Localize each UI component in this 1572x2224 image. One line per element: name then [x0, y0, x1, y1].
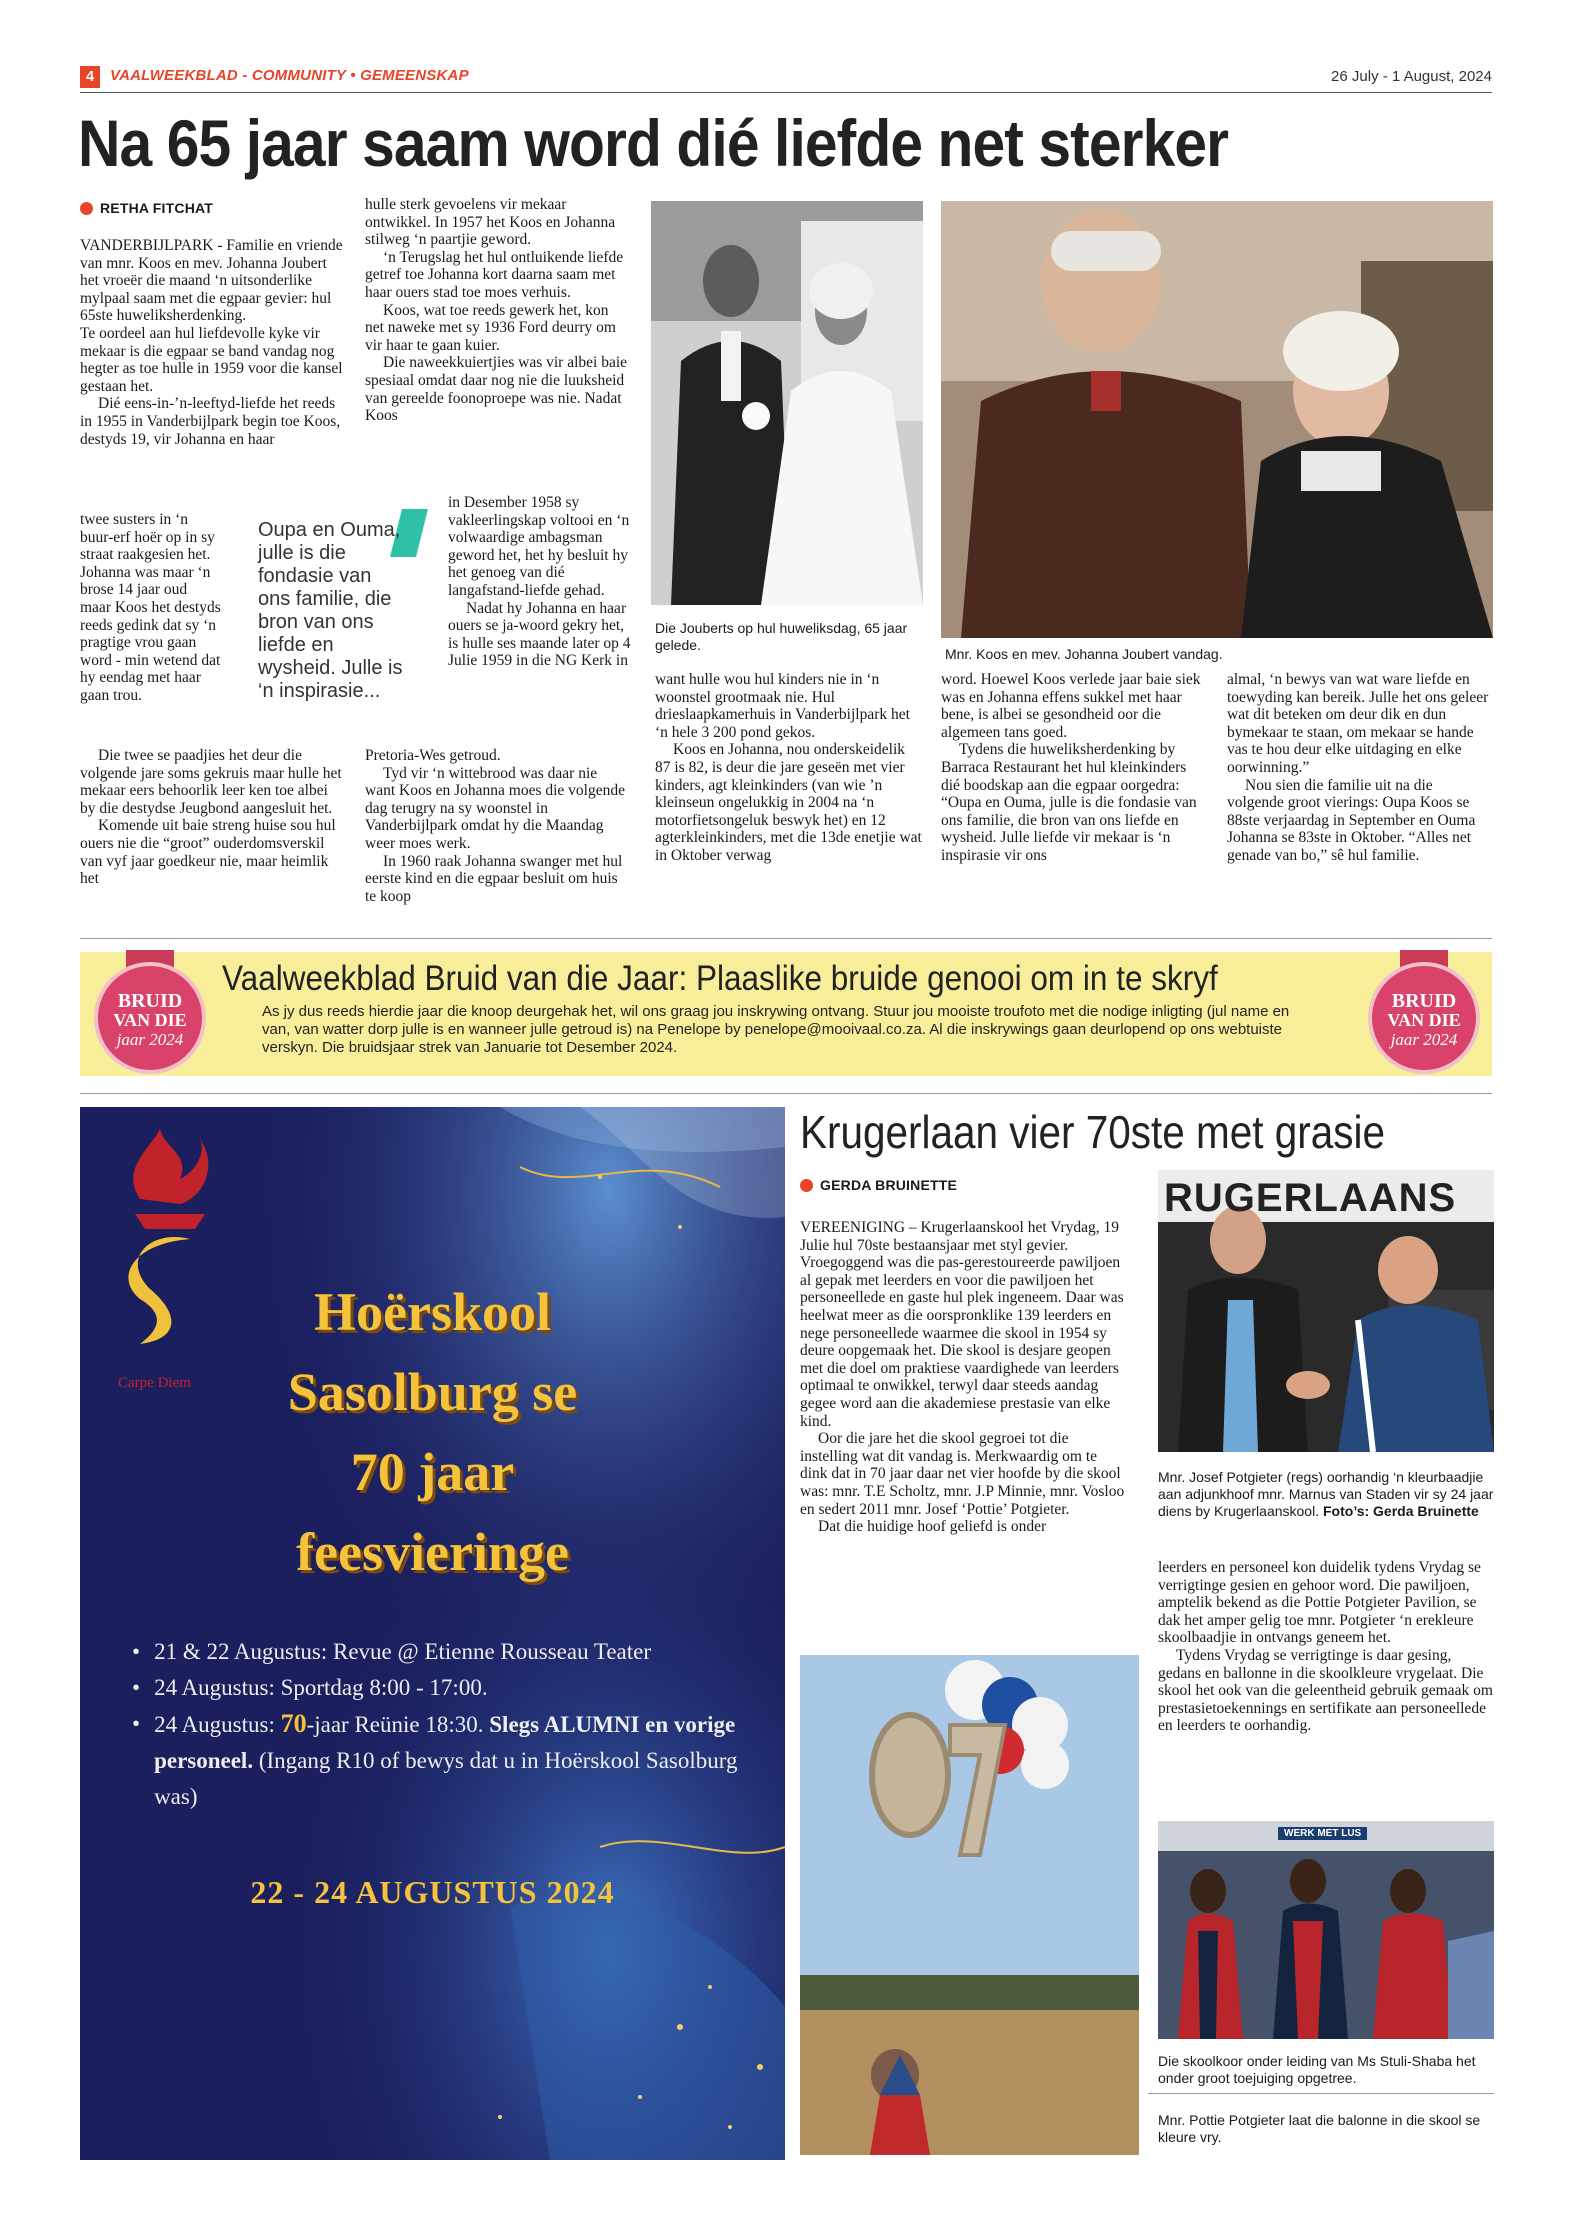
page-number: 4 [80, 66, 100, 88]
paragraph: in Desember 1958 sy vakleerlingskap voltooi en ‘n volwaardige ambagsman geword het, het hy besluit hy het genoeg van dié langafstand-liefde gehad. [448, 494, 630, 599]
issue-date: 26 July - 1 August, 2024 [1331, 68, 1492, 85]
ad-event-item: • 24 Augustus: Sportdag 8:00 - 17:00. [132, 1675, 488, 1700]
byline-dot [800, 1179, 813, 1192]
article1-column-1c [80, 747, 346, 888]
article1-column-3 [655, 671, 923, 865]
pullquote-text: Oupa en Ouma, julle is die fondasie van ons familie, die bron van ons liefde en wysheid. Julle is ‘n inspirasie... [258, 519, 403, 702]
badge-line3: jaar 2024 [1390, 1030, 1458, 1049]
article1-headline: Na 65 jaar saam word dié liefde net sterker [78, 106, 1229, 180]
paragraph: VEREENIGING – Krugerlaanskool het Vrydag, 19 Julie hul 70ste bestaansjaar met styl gevier. Vroegoggend was die pas-gerestoureerde pawiljoen al gepak met leerders en voor die pawiljoen het personeellede en gaste hul plek ingeneem. Daar was heelwat meer as die oorspronklike 139 leerders en nege personeellede waarmee die skool in 1954 sy deure oopgemaak het. Die skool is desjare geopen met die doel om praktiese vaardighede van leerders optimaal te onwikkel, terwyl daar steeds aandag gegee word aan die akademiese prestasie van elke kind. [800, 1219, 1124, 1430]
paragraph: Pretoria-Wes getroud. [365, 747, 501, 764]
banner-text: As jy dus reeds hierdie jaar die knoop deurgehak het, wil ons graag jou inskrywing ontvang. Stuur jou mooiste troufoto met die nodige inligting (jul name en van, van watter dorp julle is en wanneer julle getroud is) na Penelope by penelope@mooivaal.co.za. Al die inskrywings gaan deurlopend op ons webtuiste verskyn. Die bruidsjaar strek van Januarie tot Desember 2024. [262, 1003, 1290, 1056]
column-divider [1148, 2093, 1494, 2094]
section-divider [80, 1093, 1492, 1094]
couple-today-caption: Mnr. Koos en mev. Johanna Joubert vandag. [945, 646, 1223, 662]
balloons-photo-image [800, 1655, 1139, 2155]
masthead-rule [80, 92, 1492, 93]
byline-dot [80, 202, 93, 215]
photo-banner-text2: WERK MET LUS [1278, 1827, 1367, 1840]
masthead [80, 66, 1492, 92]
handshake-caption [1158, 1469, 1494, 1520]
paragraph: Koos en Johanna, nou onderskeidelik 87 is 82, is deur die jare geseën met vier kinders, agt kleinkinders (van wie ’n kleinseun ongelukkig in 2004 na ‘n motorfietsongeluk beswyk het) en 12 agterkleinkinders, met die 13de enetjie wat in Oktober verwag [655, 741, 922, 864]
pullquote-box [246, 507, 416, 707]
bride-banner [80, 952, 1492, 1076]
handshake-photo [1158, 1170, 1494, 1452]
ad-motto: Carpe Diem [118, 1375, 191, 1391]
paragraph: ‘n Terugslag het hul ontluikende liefde getref toe Johanna kort daarna saam met haar ouers stad toe moes verhuis. [365, 248, 624, 301]
article1-column-1 [80, 237, 346, 448]
paragraph: Komende uit baie streng huise sou hul ouers nie die “groot” ouderdomsverskil van vyf jaar goedkeur nie, maar heimlik het [80, 817, 336, 888]
choir-photo [1158, 1821, 1494, 2039]
section-label: VAALWEEKBLAD - COMMUNITY • GEMEENSKAP [110, 67, 469, 84]
ad-event-item: • 21 & 22 Augustus: Revue @ Etienne Rousseau Teater [132, 1639, 652, 1664]
balloons-caption: Mnr. Pottie Potgieter laat die balonne in die skool se kleure vry. [1158, 2112, 1481, 2145]
paragraph: Koos, wat toe reeds gewerk het, kon net naweke met sy 1936 Ford deurry om vir haar te gaan kuier. [365, 301, 616, 354]
paragraph: Te oordeel aan hul liefdevolle kyke vir mekaar is die egpaar se band vandag nog hegter as toe hulle in 1959 voor die kansel gestaan het. [80, 324, 343, 395]
paragraph: In 1960 raak Johanna swanger met hul eerste kind en die egpaar besluit om huis te koop [365, 852, 623, 905]
couple-today-photo [941, 201, 1493, 638]
paragraph: Tyd vir ‘n wittebrood was daar nie want Koos en Johanna moes die volgende dag terugry na sy woonstel in Vanderbijlpark omdat hy die Maandag weer moes werk. [365, 764, 625, 852]
paragraph: Dat die huidige hoof geliefd is onder [818, 1518, 1047, 1536]
choir-photo-image [1158, 1821, 1494, 2039]
article1-column-2b [448, 494, 631, 670]
ad-title-line4: feesvieringe [296, 1522, 569, 1582]
paragraph: word. Hoewel Koos verlede jaar baie siek was en Johanna effens sukkel met haar bene, is albei se gesondheid oor die algemeen tans goed. [941, 671, 1201, 741]
bride-badge-right [1362, 952, 1486, 1076]
badge-line2: VAN DIE [1387, 1010, 1461, 1030]
ad-alumni-note: Slegs ALUMNI en vorige personeel. [154, 1712, 736, 1773]
byline-author: GERDA BRUINETTE [820, 1177, 958, 1193]
couple-today-photo-image [941, 201, 1493, 638]
paragraph: twee susters in ‘n buur-erf hoër op in sy straat raakgesien het. Johanna was maar ‘n brose 14 jaar oud maar Koos het destyds reeds gedink dat sy ‘n pragtige vrou gaan word - min wetend dat hy eendag met haar gaan trou. [80, 511, 221, 704]
paragraph: Die twee se paadjies het deur die volgende jare soms gekruis maar hulle het mekaar eers behoorlik leer ken toe albei by die destydse Jeugbond aangesluit het. [80, 747, 342, 817]
ad-70-number: 70 [280, 1709, 307, 1738]
article1-column-5 [1227, 671, 1493, 865]
handshake-caption-text: Mnr. Josef Potgieter (regs) oorhandig ‘n kleurbaadjie aan adjunkhoof mnr. Marnus van Staden vir sy 24 jaar diens by Krugerlaanskool. [1158, 1469, 1494, 1519]
article2-column-2 [1158, 1559, 1494, 1735]
ad-event-list [132, 1634, 762, 1815]
article1-column-2c [365, 747, 631, 905]
paragraph: Nadat hy Johanna en haar ouers se ja-woord gekry het, is hulle ses maande later op 4 Julie 1959 in die NG Kerk in [448, 599, 631, 670]
article2-headline: Krugerlaan vier 70ste met grasie [800, 1106, 1386, 1158]
article1-column-2 [365, 196, 631, 425]
paragraph: Dié eens-in-’n-leeftyd-liefde het reeds in 1955 in Vanderbijlpark begin toe Koos, destyds 19, vir Johanna en haar [80, 395, 341, 448]
ad-title-line1: Hoërskool [314, 1282, 551, 1342]
wedding-photo [651, 201, 923, 605]
byline-author: RETHA FITCHAT [100, 200, 214, 216]
badge-line1: BRUID [117, 990, 183, 1012]
school-anniversary-ad [80, 1107, 785, 2160]
ad-event-item: • 24 Augustus: 70-jaar Reünie 18:30. Slegs ALUMNI en vorige personeel. (Ingang R10 of bewys dat u in Hoërskool Sasolburg was) [132, 1709, 738, 1809]
article1-column-4 [941, 671, 1209, 865]
banner-title: Vaalweekblad Bruid van die Jaar: Plaaslike bruide genooi om in te skryf [222, 959, 1218, 998]
wedding-photo-image [651, 201, 923, 605]
paragraph: VANDERBIJLPARK - Familie en vriende van mnr. Koos en mev. Johanna Joubert het vroeër die maand ‘n uitsonderlike mylpaal saam met die egpaar gevier: hul 65ste huweliksherdenking. [80, 237, 343, 325]
choir-caption: Die skoolkoor onder leiding van Ms Stuli-Shaba het onder groot toejuiging opgetree. [1158, 2053, 1476, 2086]
article1-column-1b [80, 511, 222, 705]
paragraph: Tydens die huweliksherdenking by Barraca Restaurant het hul kleinkinders dié boodskap aan die egpaar oorgedra: “Oupa en Ouma, julle is die fondasie van ons familie, die bron van ons liefde en wysheid. Julle liefde vir mekaar is ‘n inspirasie vir ons [941, 741, 1197, 864]
article2-column-1 [800, 1219, 1128, 1536]
ad-title-line2: Sasolburg se [287, 1362, 578, 1422]
paragraph: leerders en personeel kon duidelik tydens Vrydag se verrigtinge gesien en gehoor word. Die pawiljoen, amptelik bekend as die Pottie Potgieter Pavilion, se dak het amper gelig toe mnr. Potgieter ‘n erekleure skoolbaadjie in ontvangs geneem het. [1158, 1559, 1481, 1647]
paragraph: want hulle wou hul kinders nie in ‘n woonstel grootmaak nie. Hul drieslaapkamerhuis in Vanderbijlpark het ‘n hele 3 200 pond gekos. [655, 671, 910, 741]
article1-byline [80, 200, 213, 216]
paragraph: Oor die jare het die skool gegroei tot die instelling wat dit vandag is. Merkwaardig om te dink dat in 70 jaar daar net vier hoofde by die skool was: mnr. T.E Scholtz, mnr. J.P Minnie, mnr. Vosloo en sedert 2011 mnr. Josef ‘Pottie’ Potgieter. [800, 1430, 1125, 1518]
paragraph: Tydens Vrydag se verrigtinge is daar gesing, gedans en ballonne in die skoolkleure vrygelaat. Die skool het ook van die geleentheid gebruik gemaak om prestasietoekennings en sertifikate aan personeellede en leerders te oorhandig. [1158, 1646, 1493, 1735]
badge-line3: jaar 2024 [116, 1030, 184, 1049]
photo-banner-text: RUGERLAANS [1164, 1176, 1457, 1220]
ad-title-line3: 70 jaar [350, 1442, 515, 1502]
article2-byline [800, 1177, 957, 1193]
paragraph: almal, ‘n bewys van wat ware liefde en toewyding kan bereik. Julle het ons geleer wat dit beteken om deur dik en dun bymekaar te staan, om mekaar se hande vas te hou deur elke uitdaging en elke oorwinning.” [1227, 671, 1489, 776]
badge-line2: VAN DIE [113, 1010, 187, 1030]
balloons-photo [800, 1655, 1139, 2155]
section-divider [80, 938, 1492, 939]
wedding-photo-caption: Die Jouberts op hul huweliksdag, 65 jaar gelede. [655, 620, 908, 653]
photo-credit: Foto’s: Gerda Bruinette [1323, 1503, 1479, 1519]
paragraph: Die naweekkuiertjies was vir albei baie spesiaal omdat daar nog nie die luuksheid van gereelde foonoproepe was nie. Nadat Koos [365, 354, 628, 425]
ad-dates: 22 - 24 AUGUSTUS 2024 [250, 1874, 615, 1910]
paragraph: hulle sterk gevoelens vir mekaar ontwikkel. In 1957 het Koos en Johanna stilweg ‘n paartjie geword. [365, 196, 616, 249]
ad-title [80, 1272, 785, 1592]
bride-badge-left [88, 952, 212, 1076]
badge-line1: BRUID [1391, 990, 1457, 1012]
paragraph: Nou sien die familie uit na die volgende groot vierings: Oupa Koos se 88ste verjaardag in September en Ouma Johanna se 83ste in Oktober. “Alles net genade van bo,” sê hul familie. [1227, 776, 1476, 864]
